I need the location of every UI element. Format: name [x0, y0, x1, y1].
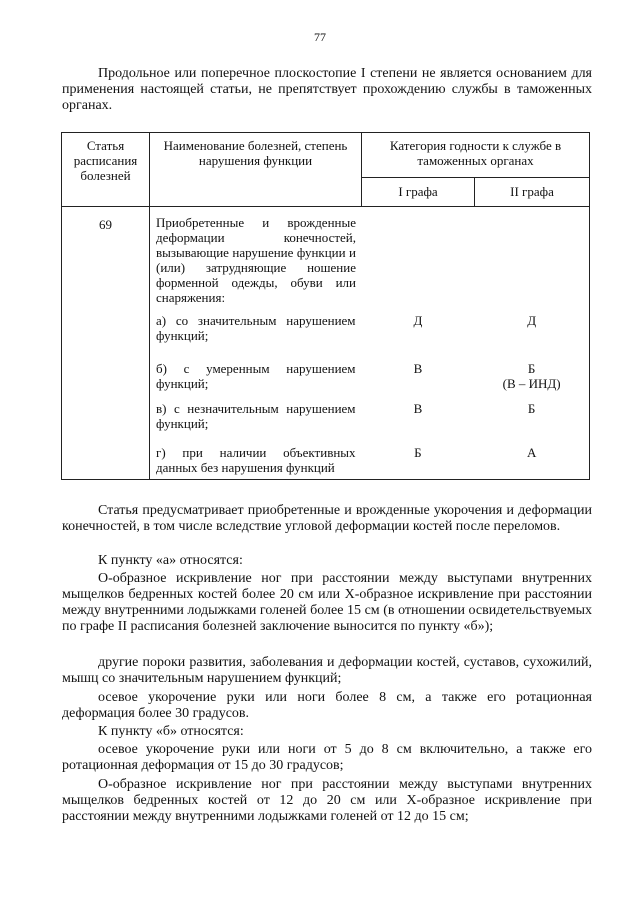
header-grafa-1: I графа	[362, 177, 475, 206]
item-grade-2	[474, 313, 589, 343]
body-paragraph-5: осевое укорочение руки или ноги более 8 см, а также его ротационная деформация более 30 градусов.	[62, 690, 592, 721]
item-grade-2-value: А	[526, 445, 537, 460]
body-paragraph-1: Статья предусматривает приобретенные и врожденные укорочения и деформации конечностей, в том числе вследствие угловой деформации костей после переломов.	[62, 503, 592, 534]
article-content	[150, 207, 590, 480]
item-grade-2-value: Б	[527, 401, 536, 416]
item-grade-2-note: (В – ИНД)	[502, 376, 561, 391]
page-number: 77	[314, 30, 326, 44]
item-grade-2-value: Б	[527, 361, 536, 376]
table-row	[150, 313, 589, 343]
disease-description: Приобретенные и врожденные деформации конечностей, вызывающие нарушение функции и (или) затрудняющие ношение форменной одежды, обуви или снаряжения:	[156, 215, 356, 305]
article-number: 69	[62, 207, 150, 480]
body-paragraph-2: К пункту «а» относятся:	[98, 553, 243, 568]
table-row	[150, 401, 589, 431]
item-text: в) с незначительным нарушением функций;	[156, 401, 356, 431]
item-grade-1: В	[413, 401, 423, 416]
table-body-row	[62, 207, 590, 480]
item-grade-1: Б	[414, 445, 422, 460]
body-paragraph-4: другие пороки развития, заболевания и деформации костей, суставов, сухожилий, мышц со значительным нарушением функций;	[62, 655, 592, 686]
item-grade-2	[474, 361, 589, 391]
header-name: Наименование болезней, степень нарушения функции	[150, 133, 362, 207]
intro-paragraph: Продольное или поперечное плоскостопие I степени не является основанием для применения настоящей статьи, не препятствует прохождению службы в таможенных органах.	[62, 66, 592, 113]
header-grafa-2: II графа	[475, 177, 590, 206]
body-paragraph-8: О-образное искривление ног при расстоянии между выступами внутренних мыщелков бедренных костей от 12 до 20 см или Х-образное искривление при расстоянии между внутренними лодыжками голеней от 12 до 15 см;	[62, 777, 592, 824]
item-grade-2	[474, 401, 589, 431]
disease-table	[61, 132, 590, 480]
item-text: а) со значительным нарушением функций;	[156, 313, 356, 343]
header-article: Статья расписания болезней	[62, 133, 150, 207]
body-paragraph-6: К пункту «б» относятся:	[98, 724, 244, 739]
item-grade-2	[474, 445, 589, 475]
table-row	[150, 361, 589, 391]
body-paragraph-7: осевое укорочение руки или ноги от 5 до 8 см включительно, а также его ротационная деформация от 15 до 30 градусов;	[62, 742, 592, 773]
item-text: г) при наличии объективных данных без нарушения функций	[156, 445, 356, 475]
body-paragraph-3: О-образное искривление ног при расстоянии между выступами внутренних мыщелков бедренных костей более 20 см или Х-образное искривление при расстоянии между внутренними лодыжками голеней более 15 см (в отношении освидетельствуемых по графе II расписания болезней заключение выносится по пункту «б»);	[62, 571, 592, 634]
table-row	[150, 445, 589, 475]
item-grade-1: Д	[413, 313, 423, 328]
header-category: Категория годности к службе в таможенных органах	[362, 133, 590, 178]
item-grade-1: В	[413, 361, 423, 376]
item-grade-2-value: Д	[527, 313, 537, 328]
item-text: б) с умеренным нарушением функций;	[156, 361, 356, 391]
table-header-row	[62, 133, 590, 178]
